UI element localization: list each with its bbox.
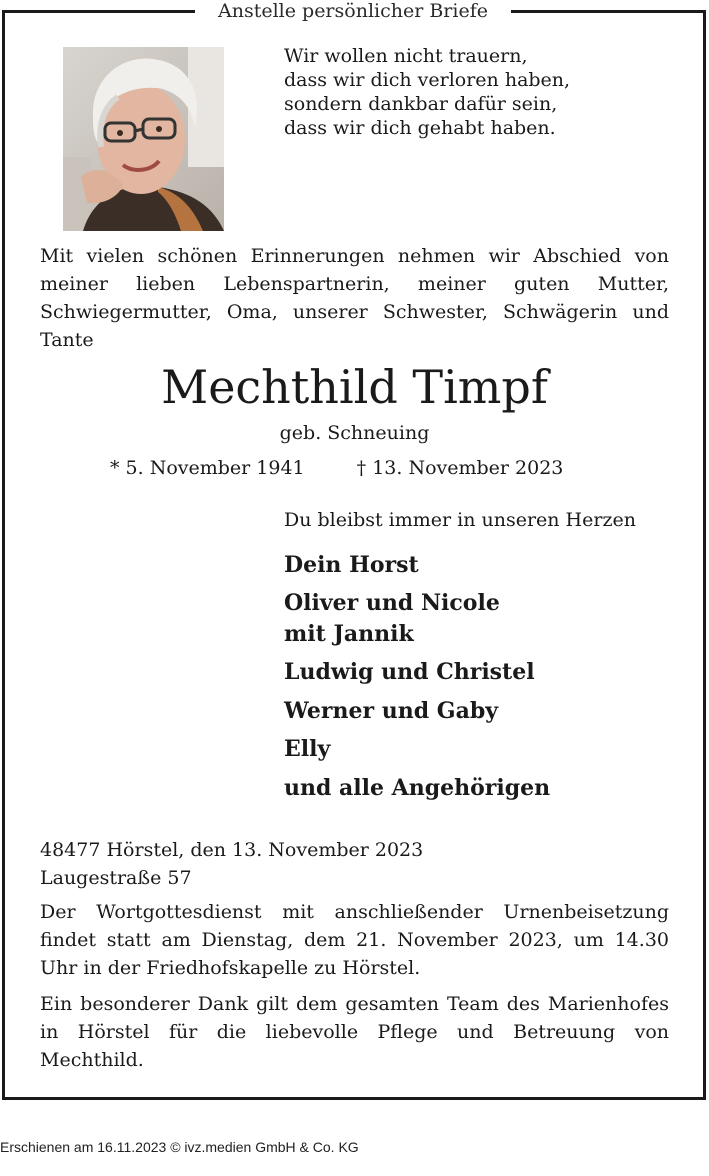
place-date: 48477 Hörstel, den 13. November 2023	[40, 839, 424, 861]
mourner-name: mit Jannik	[284, 621, 414, 647]
death-date: † 13. November 2023	[356, 457, 564, 479]
publication-footer: Erschienen am 16.11.2023 © ivz.medien GmbH & Co. KG	[0, 1139, 359, 1155]
mourner-name: Elly	[284, 736, 331, 762]
thanks-text: Ein besonderer Dank gilt dem gesamten Team des Marienhofes in Hörstel für die liebevolle Pflege und Betreuung von Mechthild.	[40, 993, 669, 1071]
mourner-name: Werner und Gaby	[284, 698, 498, 724]
street-address: Laugestraße 57	[40, 867, 192, 889]
notice-header: Anstelle persönlicher Briefe	[195, 0, 511, 22]
poem-line: sondern dankbar dafür sein,	[284, 93, 558, 115]
birth-date: * 5. November 1941	[110, 457, 305, 479]
deceased-name: Mechthild Timpf	[161, 360, 548, 414]
maiden-name: geb. Schneuing	[279, 422, 430, 444]
poem	[284, 44, 684, 140]
mourner-name: Ludwig und Christel	[284, 659, 535, 685]
portrait-photo	[63, 47, 224, 231]
poem-line: Wir wollen nicht trauern,	[284, 45, 528, 67]
life-dates	[110, 455, 610, 481]
mourner-name: Oliver und Nicole	[284, 590, 500, 616]
poem-line: dass wir dich gehabt haben.	[284, 117, 556, 139]
mourner-name: Dein Horst	[284, 552, 419, 578]
poem-line: dass wir dich verloren haben,	[284, 69, 571, 91]
motto: Du bleibst immer in unseren Herzen	[284, 509, 636, 531]
intro-text: Mit vielen schönen Erinnerungen nehmen wir Abschied von meiner lieben Lebenspartnerin, meiner guten Mutter, Schwiegermutter, Oma, unserer Schwester, Schwägerin und Tante	[40, 245, 669, 351]
mourner-name: und alle Angehörigen	[284, 775, 551, 801]
service-info: Der Wortgottesdienst mit anschließender Urnenbeisetzung findet statt am Dienstag, dem 21. November 2023, um 14.30 Uhr in der Friedhofskapelle zu Hörstel.	[40, 901, 669, 979]
